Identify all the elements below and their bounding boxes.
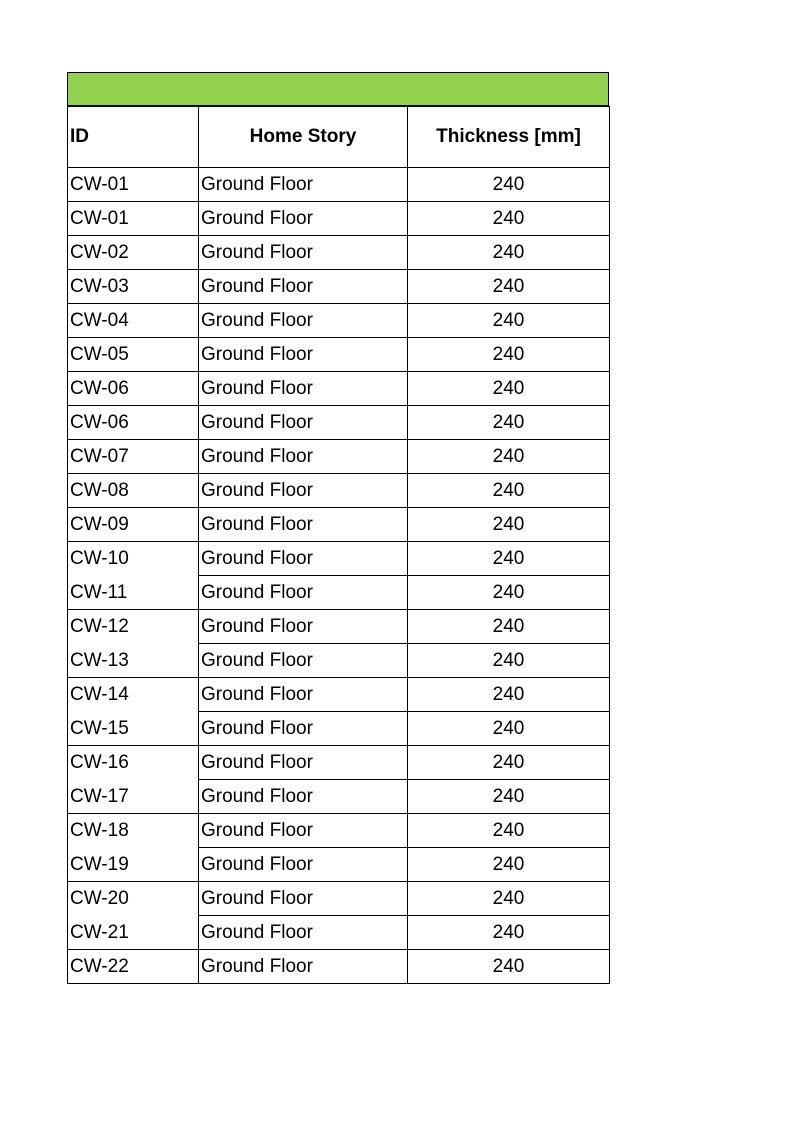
- cell-id: CW-14: [68, 678, 199, 712]
- table-row: [68, 236, 610, 270]
- cell-id: CW-17: [68, 780, 199, 814]
- cell-home-story: Ground Floor: [199, 576, 408, 610]
- cell-thickness: 240: [408, 202, 610, 236]
- table-row: [68, 746, 610, 780]
- cell-id: CW-11: [68, 576, 199, 610]
- cell-id: CW-07: [68, 440, 199, 474]
- cell-thickness: 240: [408, 644, 610, 678]
- table-row: [68, 916, 610, 950]
- cell-id: CW-09: [68, 508, 199, 542]
- table-row: [68, 882, 610, 916]
- cell-home-story: Ground Floor: [199, 882, 408, 916]
- column-header-home-story: Home Story: [199, 107, 408, 168]
- cell-home-story: Ground Floor: [199, 508, 408, 542]
- table-row: [68, 780, 610, 814]
- table-row: [68, 202, 610, 236]
- cell-home-story: Ground Floor: [199, 644, 408, 678]
- cell-home-story: Ground Floor: [199, 304, 408, 338]
- column-header-thickness: Thickness [mm]: [408, 107, 610, 168]
- cell-thickness: 240: [408, 440, 610, 474]
- cell-thickness: 240: [408, 542, 610, 576]
- table-row: [68, 542, 610, 576]
- cell-home-story: Ground Floor: [199, 338, 408, 372]
- cell-home-story: Ground Floor: [199, 746, 408, 780]
- cell-home-story: Ground Floor: [199, 848, 408, 882]
- cell-home-story: Ground Floor: [199, 168, 408, 202]
- table-row: [68, 338, 610, 372]
- cell-home-story: Ground Floor: [199, 202, 408, 236]
- cell-home-story: Ground Floor: [199, 712, 408, 746]
- table-row: [68, 950, 610, 984]
- cell-thickness: 240: [408, 882, 610, 916]
- cell-id: CW-12: [68, 610, 199, 644]
- cell-home-story: Ground Floor: [199, 780, 408, 814]
- cell-id: CW-03: [68, 270, 199, 304]
- cell-thickness: 240: [408, 474, 610, 508]
- table-row: [68, 270, 610, 304]
- cell-thickness: 240: [408, 372, 610, 406]
- column-header-id: ID: [68, 107, 199, 168]
- cell-id: CW-13: [68, 644, 199, 678]
- cell-id: CW-02: [68, 236, 199, 270]
- table-row: [68, 814, 610, 848]
- table-body: [68, 168, 610, 984]
- cell-id: CW-22: [68, 950, 199, 984]
- table-row: [68, 678, 610, 712]
- header-fill-bar: [67, 72, 609, 106]
- cell-thickness: 240: [408, 814, 610, 848]
- cell-thickness: 240: [408, 916, 610, 950]
- table-row: [68, 576, 610, 610]
- cell-thickness: 240: [408, 576, 610, 610]
- cell-home-story: Ground Floor: [199, 542, 408, 576]
- cell-home-story: Ground Floor: [199, 610, 408, 644]
- cell-thickness: 240: [408, 236, 610, 270]
- cell-home-story: Ground Floor: [199, 372, 408, 406]
- cell-thickness: 240: [408, 950, 610, 984]
- cell-id: CW-04: [68, 304, 199, 338]
- table-row: [68, 372, 610, 406]
- cell-thickness: 240: [408, 270, 610, 304]
- cell-id: CW-15: [68, 712, 199, 746]
- table-row: [68, 474, 610, 508]
- cell-thickness: 240: [408, 304, 610, 338]
- cell-id: CW-01: [68, 168, 199, 202]
- table-row: [68, 168, 610, 202]
- wall-schedule-sheet: [67, 72, 609, 984]
- table-row: [68, 644, 610, 678]
- column-header-row: [68, 107, 610, 168]
- cell-thickness: 240: [408, 746, 610, 780]
- cell-id: CW-05: [68, 338, 199, 372]
- table-row: [68, 712, 610, 746]
- cell-thickness: 240: [408, 678, 610, 712]
- cell-id: CW-16: [68, 746, 199, 780]
- cell-id: CW-06: [68, 372, 199, 406]
- cell-thickness: 240: [408, 338, 610, 372]
- cell-thickness: 240: [408, 610, 610, 644]
- wall-schedule-table: [67, 106, 610, 984]
- cell-thickness: 240: [408, 712, 610, 746]
- table-row: [68, 610, 610, 644]
- cell-id: CW-10: [68, 542, 199, 576]
- cell-id: CW-18: [68, 814, 199, 848]
- cell-thickness: 240: [408, 780, 610, 814]
- table-row: [68, 848, 610, 882]
- cell-thickness: 240: [408, 508, 610, 542]
- cell-thickness: 240: [408, 168, 610, 202]
- cell-home-story: Ground Floor: [199, 678, 408, 712]
- cell-home-story: Ground Floor: [199, 236, 408, 270]
- cell-home-story: Ground Floor: [199, 916, 408, 950]
- cell-thickness: 240: [408, 406, 610, 440]
- cell-id: CW-20: [68, 882, 199, 916]
- table-row: [68, 304, 610, 338]
- cell-id: CW-06: [68, 406, 199, 440]
- cell-id: CW-21: [68, 916, 199, 950]
- cell-home-story: Ground Floor: [199, 950, 408, 984]
- cell-home-story: Ground Floor: [199, 440, 408, 474]
- cell-home-story: Ground Floor: [199, 406, 408, 440]
- cell-home-story: Ground Floor: [199, 814, 408, 848]
- cell-thickness: 240: [408, 848, 610, 882]
- table-row: [68, 508, 610, 542]
- table-row: [68, 440, 610, 474]
- cell-home-story: Ground Floor: [199, 474, 408, 508]
- cell-id: CW-08: [68, 474, 199, 508]
- cell-id: CW-19: [68, 848, 199, 882]
- table-row: [68, 406, 610, 440]
- cell-home-story: Ground Floor: [199, 270, 408, 304]
- cell-id: CW-01: [68, 202, 199, 236]
